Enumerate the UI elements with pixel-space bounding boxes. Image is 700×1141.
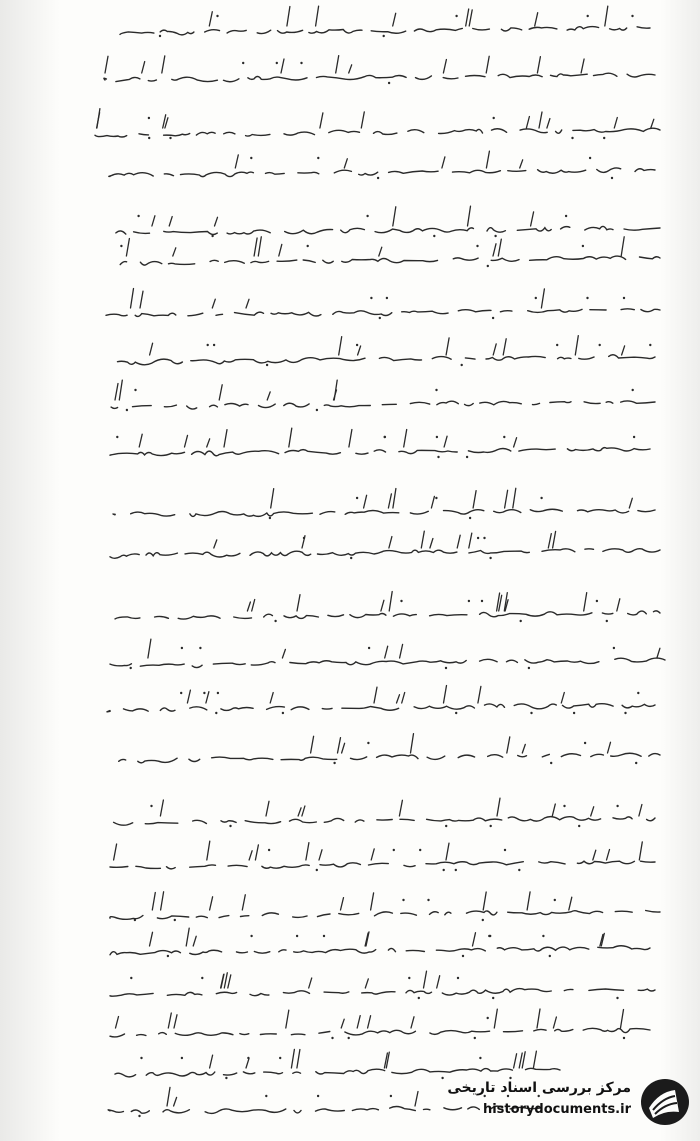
- handwritten-line: [113, 488, 655, 519]
- handwritten-line: [96, 639, 665, 669]
- handwritten-line: [98, 798, 655, 827]
- handwritten-line: [108, 237, 660, 267]
- handwritten-line: [102, 380, 655, 411]
- watermark-url: historydocuments.ir: [482, 1102, 631, 1117]
- handwritten-line: [110, 841, 655, 871]
- handwritten-line: [96, 56, 655, 85]
- handwritten-line: [109, 151, 655, 179]
- handwritten-line: [120, 6, 650, 37]
- watermark-title: مرکز بررسی اسناد تاریخی: [447, 1080, 631, 1096]
- handwritten-line: [102, 592, 660, 623]
- handwritten-line: [105, 206, 660, 237]
- handwritten-line: [100, 1009, 650, 1039]
- handwritten-line: [110, 928, 650, 957]
- handwritten-line: [110, 428, 650, 458]
- handwritten-line: [95, 531, 660, 559]
- handwritten-line: [110, 971, 655, 999]
- handwritten-line: [115, 1049, 560, 1079]
- archive-watermark: [447, 1070, 695, 1134]
- handwritten-line: [107, 686, 655, 715]
- handwritten-line: [105, 336, 656, 367]
- handwritten-line: [100, 289, 660, 320]
- handwritten-line: [110, 892, 660, 921]
- handwritten-line: [95, 109, 660, 140]
- handwritten-line: [108, 734, 660, 765]
- open-book-icon: [635, 1076, 691, 1128]
